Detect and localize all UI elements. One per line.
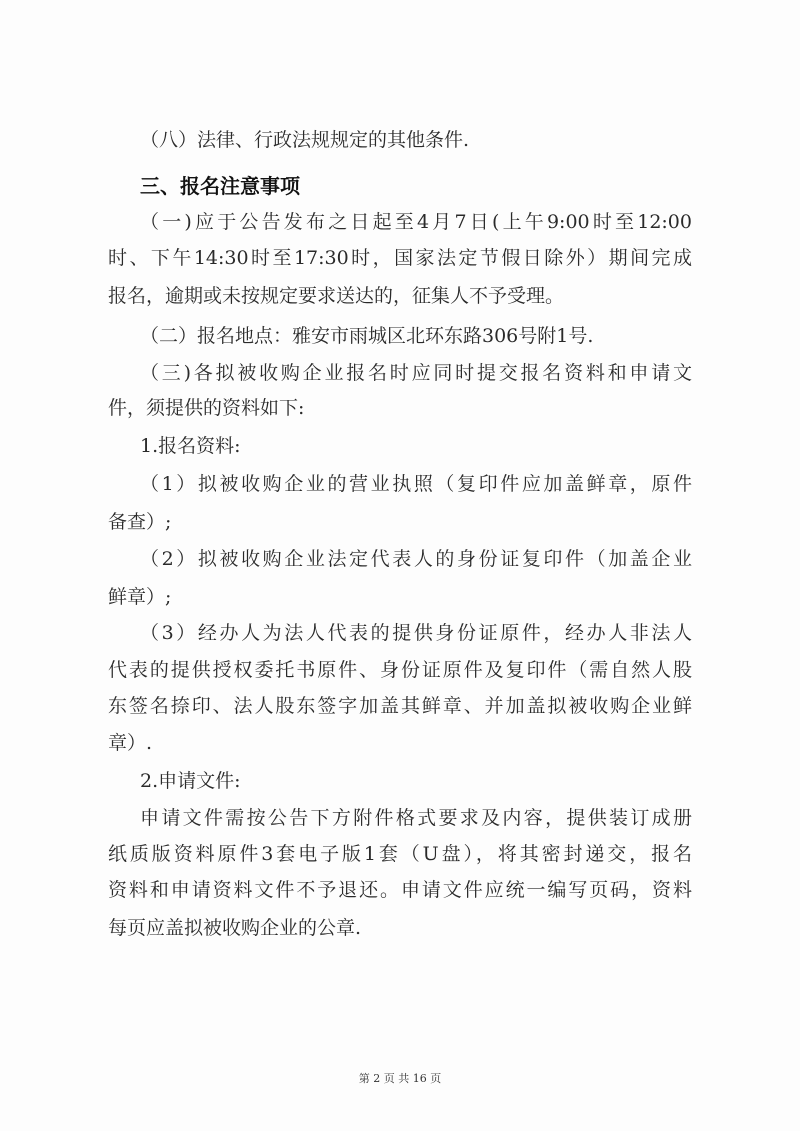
paragraph-line: 资料和申请资料文件不予退还。申请文件应统一编写页码，资料 xyxy=(108,879,692,901)
paragraph-line: 报名，逾期或未按规定要求送达的，征集人不予受理。 xyxy=(108,285,565,307)
paragraph-line: 代表的提供授权委托书原件、身份证原件及复印件（需自然人股 xyxy=(108,659,692,681)
paragraph-line: 纸质版资料原件3套电子版1套（U盘），将其密封递交，报名 xyxy=(108,843,692,865)
paragraph-line: 备查）; xyxy=(108,511,172,533)
paragraph-line: （2）拟被收购企业法定代表人的身份证复印件（加盖企业 xyxy=(140,548,692,570)
paragraph-line: 每页应盖拟被收购企业的公章. xyxy=(108,917,362,939)
page-number-footer: 第 2 页 共 16 页 xyxy=(358,1072,442,1085)
section-heading: 三、报名注意事项 xyxy=(140,174,300,198)
paragraph-line: 时、下午14:30时至17:30时，国家法定节假日除外）期间完成 xyxy=(108,247,692,269)
paragraph-line: （一)应于公告发布之日起至4月7日(上午9:00时至12:00 xyxy=(140,211,692,233)
paragraph-line: 鲜章）; xyxy=(108,586,172,608)
paragraph-line: （二）报名地点：雅安市雨城区北环东路306号附1号. xyxy=(140,325,594,347)
paragraph-line: （八）法律、行政法规规定的其他条件. xyxy=(140,129,470,151)
paragraph-line: 件，须提供的资料如下: xyxy=(108,397,305,419)
paragraph-line: （三)各拟被收购企业报名时应同时提交报名资料和申请文 xyxy=(140,362,692,384)
paragraph-line: 东签名捺印、法人股东签字加盖其鲜章、并加盖拟被收购企业鲜 xyxy=(108,695,692,717)
paragraph-line: （1）拟被收购企业的营业执照（复印件应加盖鲜章，原件 xyxy=(140,473,692,495)
paragraph-line: 1.报名资料: xyxy=(140,435,241,457)
paragraph-line: （3）经办人为法人代表的提供身份证原件，经办人非法人 xyxy=(140,622,692,644)
paragraph-line: 申请文件需按公告下方附件格式要求及内容，提供装订成册 xyxy=(140,807,692,829)
paragraph-line: 2.申请文件: xyxy=(140,770,241,792)
paragraph-line: 章）. xyxy=(108,732,153,754)
